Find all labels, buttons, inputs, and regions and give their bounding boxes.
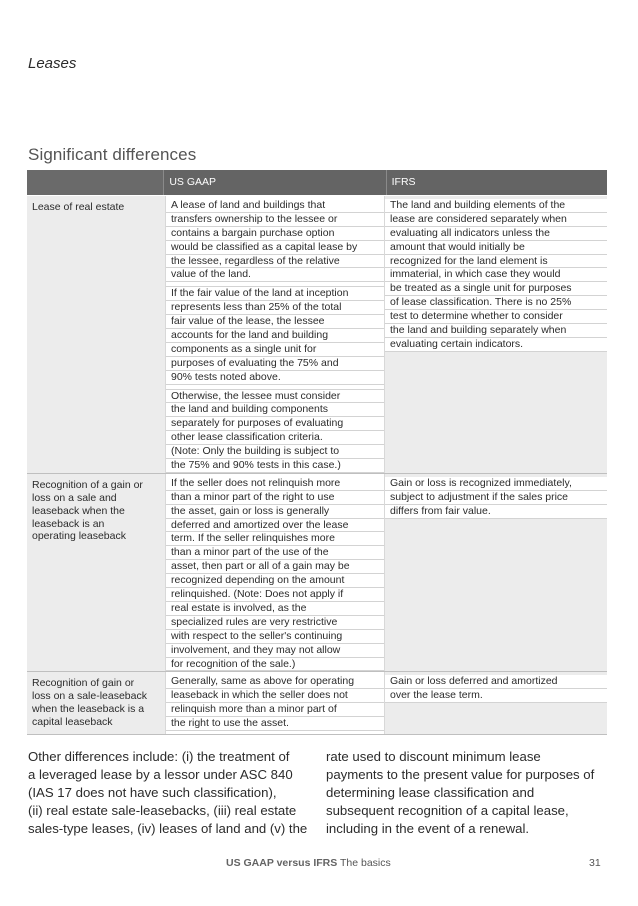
us-gaap-cell xyxy=(165,474,385,671)
row-label xyxy=(27,672,165,734)
us-gaap-line: purposes of evaluating the 75% and xyxy=(166,357,384,371)
us-gaap-line: Otherwise, the lessee must consider xyxy=(166,390,384,404)
us-gaap-line: would be classified as a capital lease by xyxy=(166,241,384,255)
body-line: subsequent recognition of a capital lease, xyxy=(326,802,569,818)
body-line: rate used to discount minimum lease xyxy=(326,749,541,764)
us-gaap-line: contains a bargain purchase option xyxy=(166,227,384,241)
row-label-line: Lease of real estate xyxy=(32,201,125,213)
row-capital-leaseback xyxy=(27,672,607,735)
differences-table xyxy=(27,170,607,735)
ifrs-cell xyxy=(385,474,607,671)
row-label-line: when the leaseback is a xyxy=(32,703,145,716)
ifrs-line: test to determine whether to consider xyxy=(385,310,607,324)
us-gaap-line: If the seller does not relinquish more xyxy=(166,477,384,491)
row-label-line: leaseback when the xyxy=(32,504,125,517)
us-gaap-line: value of the land. xyxy=(166,268,384,282)
body-text-right xyxy=(326,748,606,838)
section-title: Leases xyxy=(28,55,77,72)
ifrs-line: lease are considered separately when xyxy=(385,213,607,227)
us-gaap-line: with respect to the seller's continuing xyxy=(166,630,384,644)
us-gaap-line: the asset, gain or loss is generally xyxy=(166,505,384,519)
body-line: Other differences include: (i) the treatment of xyxy=(28,749,290,764)
ifrs-line: differs from fair value. xyxy=(385,505,607,519)
us-gaap-line: asset, then part or all of a gain may be xyxy=(166,560,384,574)
table-header xyxy=(27,170,607,196)
body-text xyxy=(28,748,606,838)
ifrs-line: Gain or loss is recognized immediately, xyxy=(385,477,607,491)
us-gaap-line: than a minor part of the use of the xyxy=(166,546,384,560)
us-gaap-line: specialized rules are very restrictive xyxy=(166,616,384,630)
page-number: 31 xyxy=(589,857,601,869)
row-label xyxy=(27,474,165,671)
us-gaap-line: leaseback in which the seller does not xyxy=(166,689,384,703)
row-label-line: Recognition of a gain or xyxy=(32,478,143,491)
us-gaap-line: fair value of the lease, the lessee xyxy=(166,315,384,329)
body-line: including in the event of a renewal. xyxy=(326,820,530,836)
footer-title xyxy=(226,857,391,869)
us-gaap-line: relinquish more than a minor part of xyxy=(166,703,384,717)
ifrs-line: evaluating certain indicators. xyxy=(385,338,607,352)
us-gaap-line: for recognition of the sale.) xyxy=(166,658,384,672)
us-gaap-line: If the fair value of the land at inception xyxy=(166,287,384,301)
us-gaap-line: the land and building components xyxy=(166,403,384,417)
us-gaap-line: recognized depending on the amount xyxy=(166,574,384,588)
header-ifrs: IFRS xyxy=(386,170,607,195)
ifrs-line: amount that would initially be xyxy=(385,241,607,255)
ifrs-cell xyxy=(385,196,607,473)
us-gaap-line: (Note: Only the building is subject to xyxy=(166,445,384,459)
us-gaap-line: components as a single unit for xyxy=(166,343,384,357)
row-label-line: operating leaseback xyxy=(32,530,126,543)
us-gaap-cell xyxy=(165,672,385,734)
row-label-line: capital leaseback xyxy=(32,716,113,729)
footer-title-bold: US GAAP versus IFRS xyxy=(226,857,338,869)
ifrs-line: Gain or loss deferred and amortized xyxy=(385,675,607,689)
us-gaap-line: other lease classification criteria. xyxy=(166,431,384,445)
ifrs-line: subject to adjustment if the sales price xyxy=(385,491,607,505)
ifrs-line: the land and building separately when xyxy=(385,324,607,338)
body-line: sales-type leases, (iv) leases of land and (v) the xyxy=(28,820,308,836)
row-label-line: leaseback is an xyxy=(32,517,105,530)
body-line: a leveraged lease by a lessor under ASC 840 xyxy=(28,766,293,782)
ifrs-line: evaluating all indicators unless the xyxy=(385,227,607,241)
ifrs-line: The land and building elements of the xyxy=(385,199,607,213)
us-gaap-line: deferred and amortized over the lease xyxy=(166,519,384,533)
us-gaap-line: the 75% and 90% tests in this case.) xyxy=(166,459,384,473)
body-line: determining lease classification and xyxy=(326,784,535,800)
body-line: (IAS 17 does not have such classification), xyxy=(28,784,277,800)
us-gaap-cell xyxy=(165,196,385,473)
footer-title-rest: The basics xyxy=(337,857,391,869)
ifrs-line: over the lease term. xyxy=(385,689,607,703)
table-body xyxy=(27,196,607,735)
ifrs-line: of lease classification. There is no 25% xyxy=(385,296,607,310)
us-gaap-line: the right to use the asset. xyxy=(166,717,384,731)
us-gaap-line: the lessee, regardless of the relative xyxy=(166,255,384,269)
header-empty xyxy=(27,170,163,195)
row-label-line: Recognition of gain or xyxy=(32,677,135,690)
ifrs-line: immaterial, in which case they would xyxy=(385,268,607,282)
us-gaap-line: represents less than 25% of the total xyxy=(166,301,384,315)
header-us-gaap: US GAAP xyxy=(163,170,385,195)
body-line: (ii) real estate sale-leasebacks, (iii) real estate xyxy=(28,802,297,818)
row-operating-leaseback xyxy=(27,474,607,672)
page-heading: Significant differences xyxy=(28,145,197,164)
row-label xyxy=(27,196,165,473)
us-gaap-line: accounts for the land and building xyxy=(166,329,384,343)
row-lease-real-estate xyxy=(27,196,607,474)
row-label-line: loss on a sale-leaseback xyxy=(32,690,147,703)
ifrs-cell xyxy=(385,672,607,734)
ifrs-line: be treated as a single unit for purposes xyxy=(385,282,607,296)
us-gaap-line: transfers ownership to the lessee or xyxy=(166,213,384,227)
row-label-line: loss on a sale and xyxy=(32,491,117,504)
us-gaap-line: A lease of land and buildings that xyxy=(166,199,384,213)
ifrs-line: recognized for the land element is xyxy=(385,255,607,269)
us-gaap-line: relinquished. (Note: Does not apply if xyxy=(166,588,384,602)
us-gaap-line: than a minor part of the right to use xyxy=(166,491,384,505)
body-text-left xyxy=(28,748,326,838)
us-gaap-line: 90% tests noted above. xyxy=(166,371,384,385)
us-gaap-line: Generally, same as above for operating xyxy=(166,675,384,689)
us-gaap-line: involvement, and they may not allow xyxy=(166,644,384,658)
us-gaap-line: term. If the seller relinquishes more xyxy=(166,532,384,546)
body-line: payments to the present value for purposes of xyxy=(326,766,595,782)
us-gaap-line: separately for purposes of evaluating xyxy=(166,417,384,431)
us-gaap-line: real estate is involved, as the xyxy=(166,602,384,616)
